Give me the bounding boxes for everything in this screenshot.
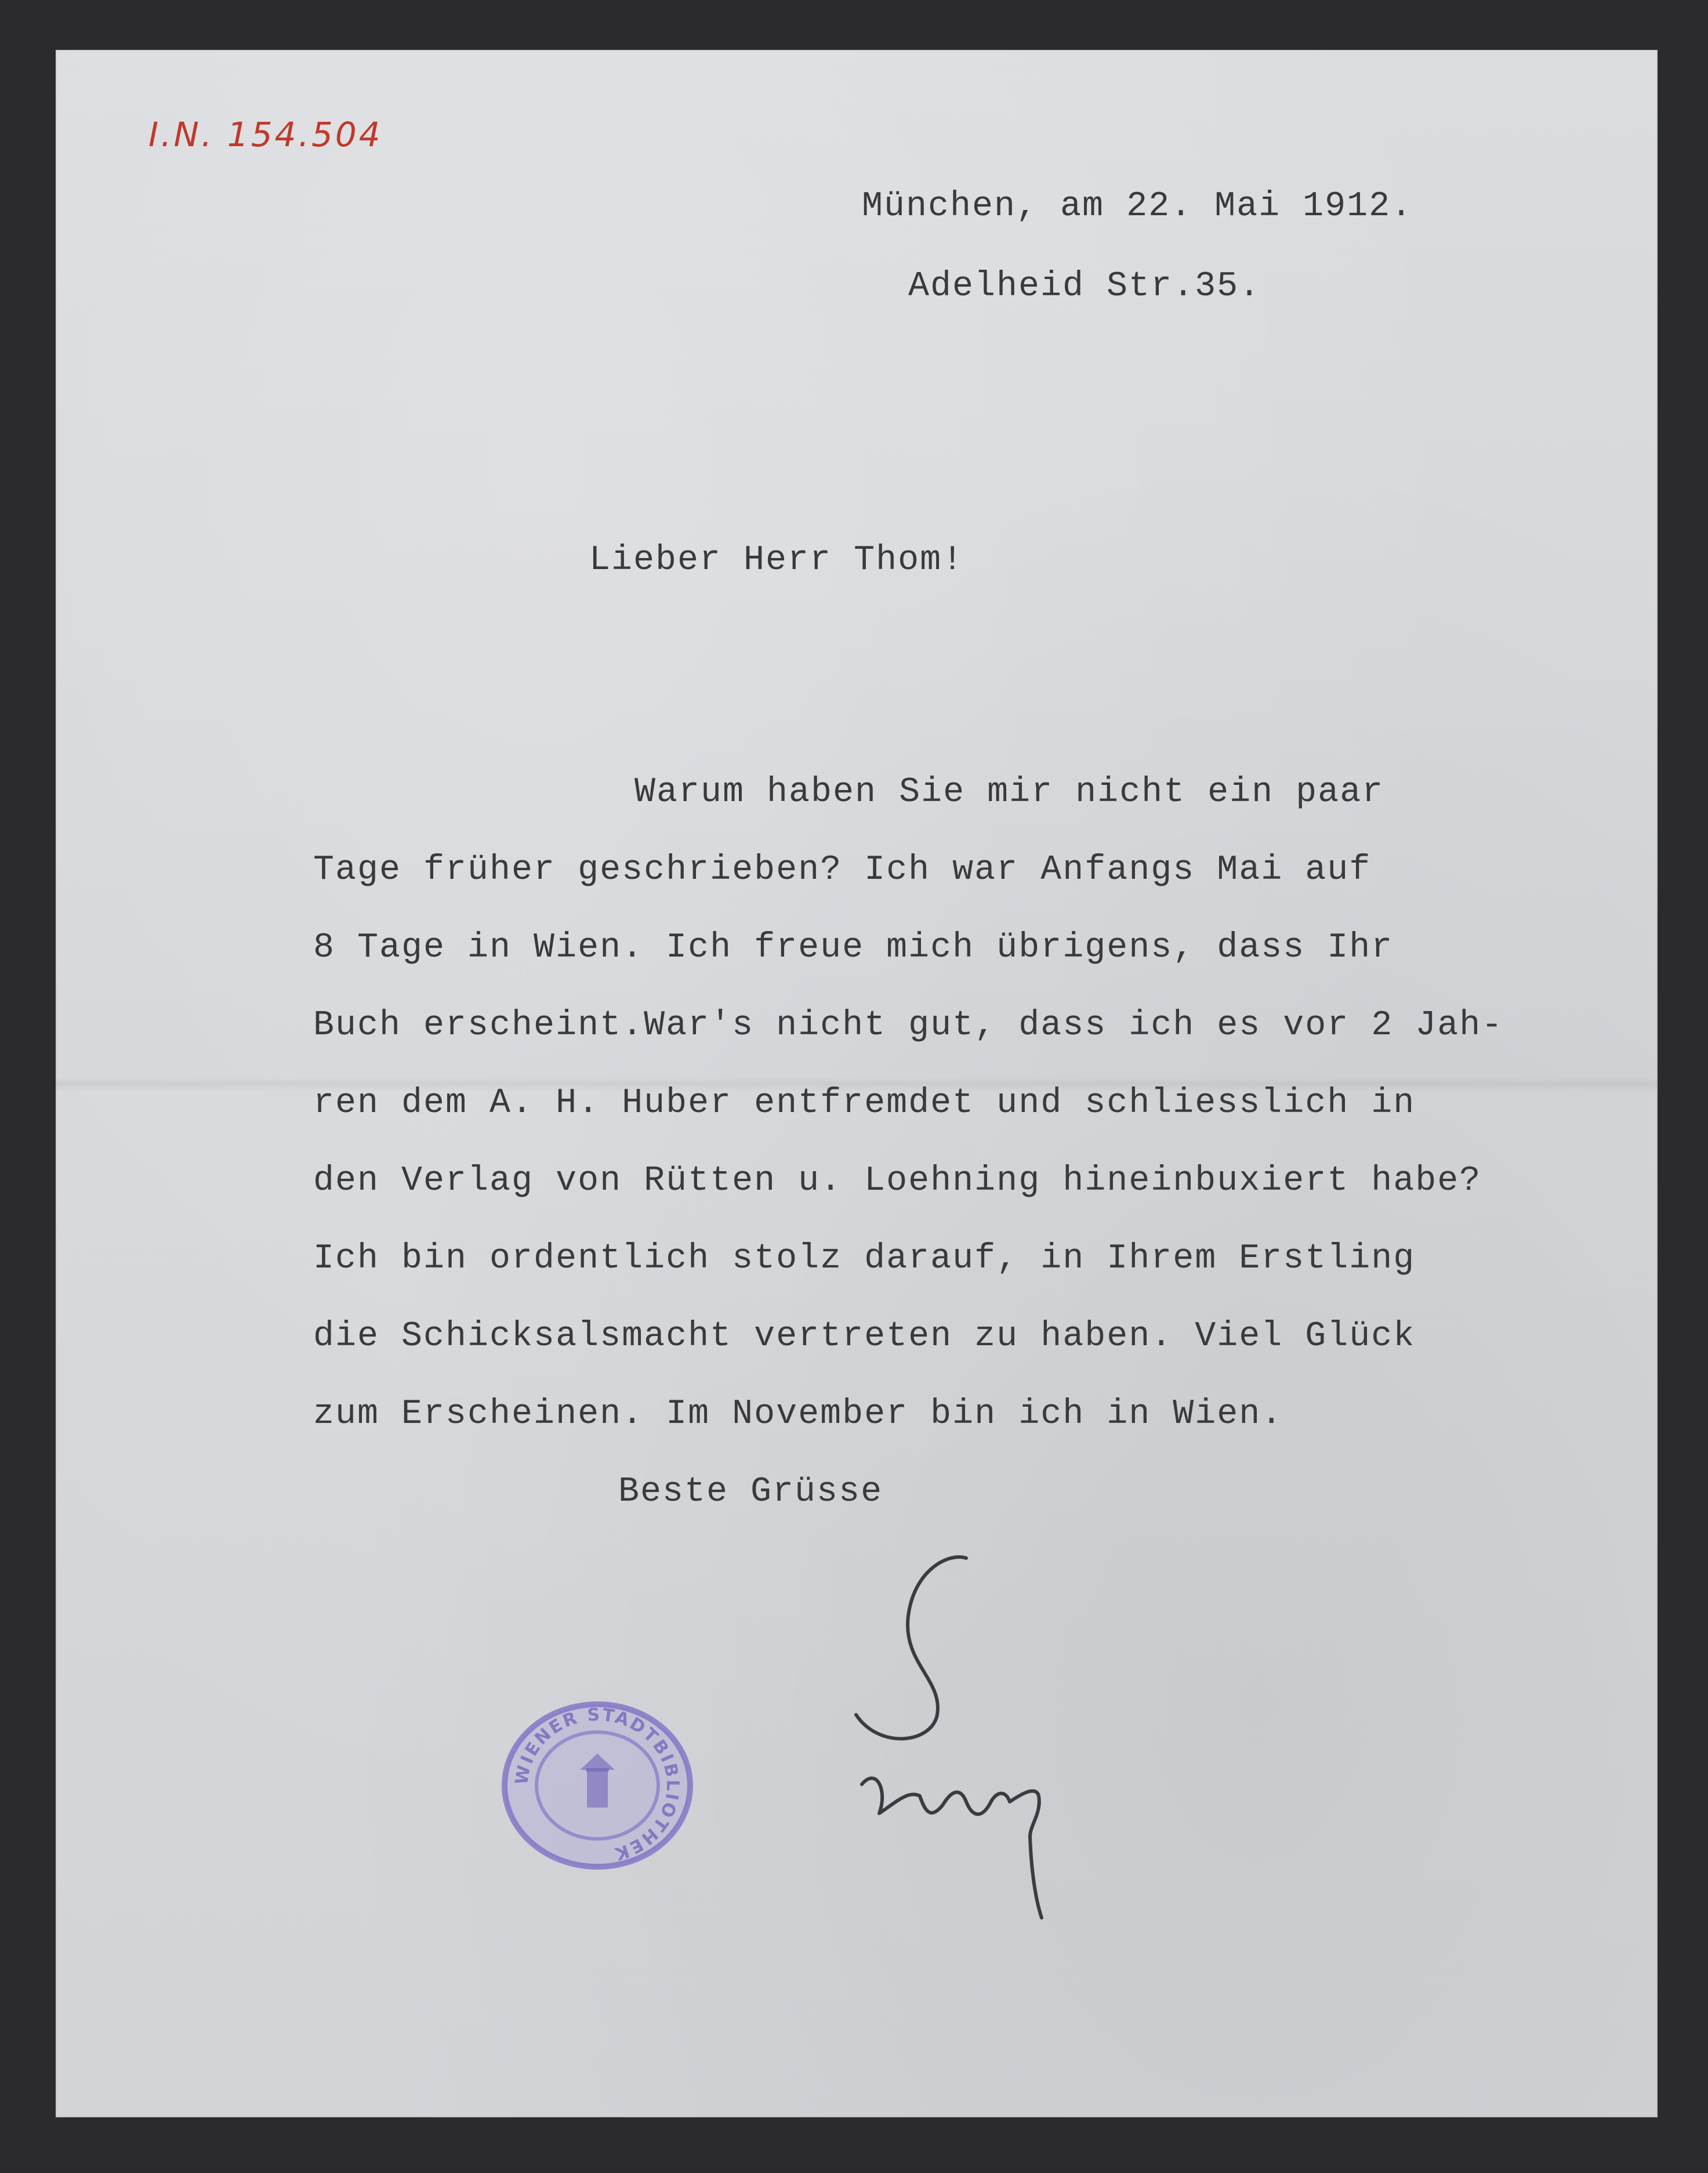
body-line: Buch erscheint.War's nicht gut, dass ich es vor 2 Jah- [313,1006,1504,1045]
place-date: München, am 22. Mai 1912. [862,187,1413,226]
salutation: Lieber Herr Thom! [589,541,964,580]
body-line: zum Erscheinen. Im November bin ich in Wien. [313,1395,1283,1434]
closing: Beste Grüsse [618,1472,883,1512]
body-line: 8 Tage in Wien. Ich freue mich übrigens, dass Ihr [313,928,1394,968]
letter-sheet [56,50,1658,2117]
body-line: den Verlag von Rütten u. Loehning hineinbuxiert habe? [313,1161,1482,1201]
library-stamp-icon [499,1698,696,1873]
body-line: ren dem A. H. Huber entfremdet und schliesslich in [313,1084,1416,1123]
body-line: Tage früher geschrieben? Ich war Anfangs Mai auf [313,850,1372,890]
inventory-number: I.N. 154.504 [148,115,383,154]
svg-text:WIENER STADTBIBLIOTHEK: WIENER STADTBIBLIOTHEK [511,1704,683,1864]
body-line: Warum haben Sie mir nicht ein paar [634,773,1384,812]
body-line: die Schicksalsmacht vertreten zu haben. Viel Glück [313,1317,1416,1356]
body-line: Ich bin ordentlich stolz darauf, in Ihrem Erstling [313,1239,1416,1279]
address: Adelheid Str.35. [908,267,1261,306]
signature-icon [844,1547,1059,1929]
